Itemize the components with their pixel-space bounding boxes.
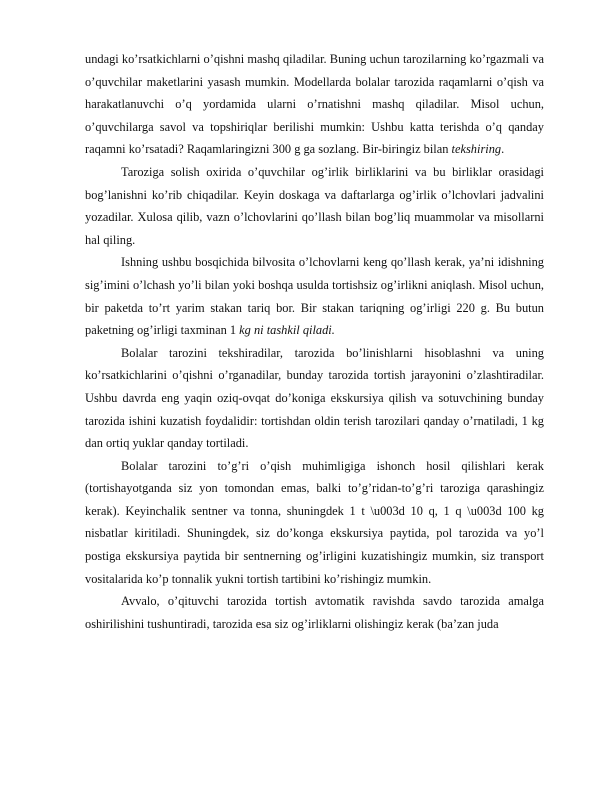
paragraph-scale-practice: Bolalar tarozini tekshiradilar, tarozida bo’linishlarni hisoblashni va uning ko’rsatkichlarini o’qishni o’rganadilar, bunday tarozida tortish jarayonini o’zlashtiradilar. Ushbu davrda eng yaqin oziq-ovqat do’koniga ekskursiya qilish va sotuvchining bunday tarozida ishini kuzatish foydalidir: tortishdan oldin terish tarozilari qanday o’rnatiladi, 1 kg dan ortiq yuklar qanday tortiladi.	[85, 345, 544, 451]
paragraph-text: undagi ko’rsatkichlarni o’qishni mashq qiladilar. Buning uchun tarozilarning ko’rgazmali va o’quvchilar maketlarini yasash mumkin. Modellarda bolalar tarozida raqamlarni o’qish va harakatlanuvchi o’q yordamida ularni o’rnatishni mashq qiladilar. Misol uchun, o’quvchilarga savol va topshiriqlar berilishi mumkin: Ushbu katta terishda o’q qanday raqamni ko’rsatadi? Raqamlaringizni 300 g ga sozlang. Bir-biringiz bilan	[85, 52, 544, 157]
paragraph-tail: .	[501, 142, 505, 157]
document-page	[85, 48, 544, 635]
paragraph-teacher-explains: Avvalo, o’qituvchi tarozida tortish avtomatik ravishda savdo tarozida amalga oshirilishini tushuntiradi, tarozida esa siz og’irliklarni olishingiz kerak (ba’zan juda	[85, 594, 544, 631]
paragraph-weight-units: Taroziga solish oxirida o’quvchilar og’irlik birliklarini va bu birliklar orasidagi bog’lanishni ko’rib chiqadilar. Keyin doskaga va daftarlarga og’irlik o’lchovlari jadvalini yozadilar. Xulosa qilib, vazn o’lchovlarini qo’llash bilan bog’liq muammolar va misollarni hal qiling.	[85, 164, 544, 247]
emphasis-text: kg ni tashkil qiladi.	[239, 323, 335, 338]
paragraph-text: Ishning ushbu bosqichida bilvosita o’lchovlarni keng qo’llash kerak, ya’ni idishning sig’imini o’lchash yo’li bilan yoki boshqa usulda tortishsiz og’irlikni aniqlash. Misol uchun, bir paketda to’rt yarim stakan tariq bor. Bir stakan tariqning og’irligi 220 g. Bu butun paketning og’irligi taxminan 1	[85, 255, 544, 338]
paragraph-scale-reading	[85, 48, 544, 161]
paragraph-reading-correctly: Bolalar tarozini to’g’ri o’qish muhimligiga ishonch hosil qilishlari kerak (tortishayotganda siz yon tomondan emas, balki to’g’ridan-to’g’ri taroziga qarashingiz kerak). Keyinchalik sentner va tonna, shuningdek 1 t \u003d 10 q, 1 q \u003d 100 kg nisbatlar kiritiladi. Shuningdek, siz do’konga ekskursiya paytida, pol tarozida va yo’l postiga ekskursiya paytida bir sentnerning og’irligini kuzatishingiz mumkin, siz transport vositalarida ko’p tonnalik yukni tortish tartibini ko’rishingiz mumkin.	[85, 458, 544, 586]
emphasis-text: tekshiring	[451, 142, 502, 157]
paragraph-indirect-measurement	[85, 251, 544, 341]
